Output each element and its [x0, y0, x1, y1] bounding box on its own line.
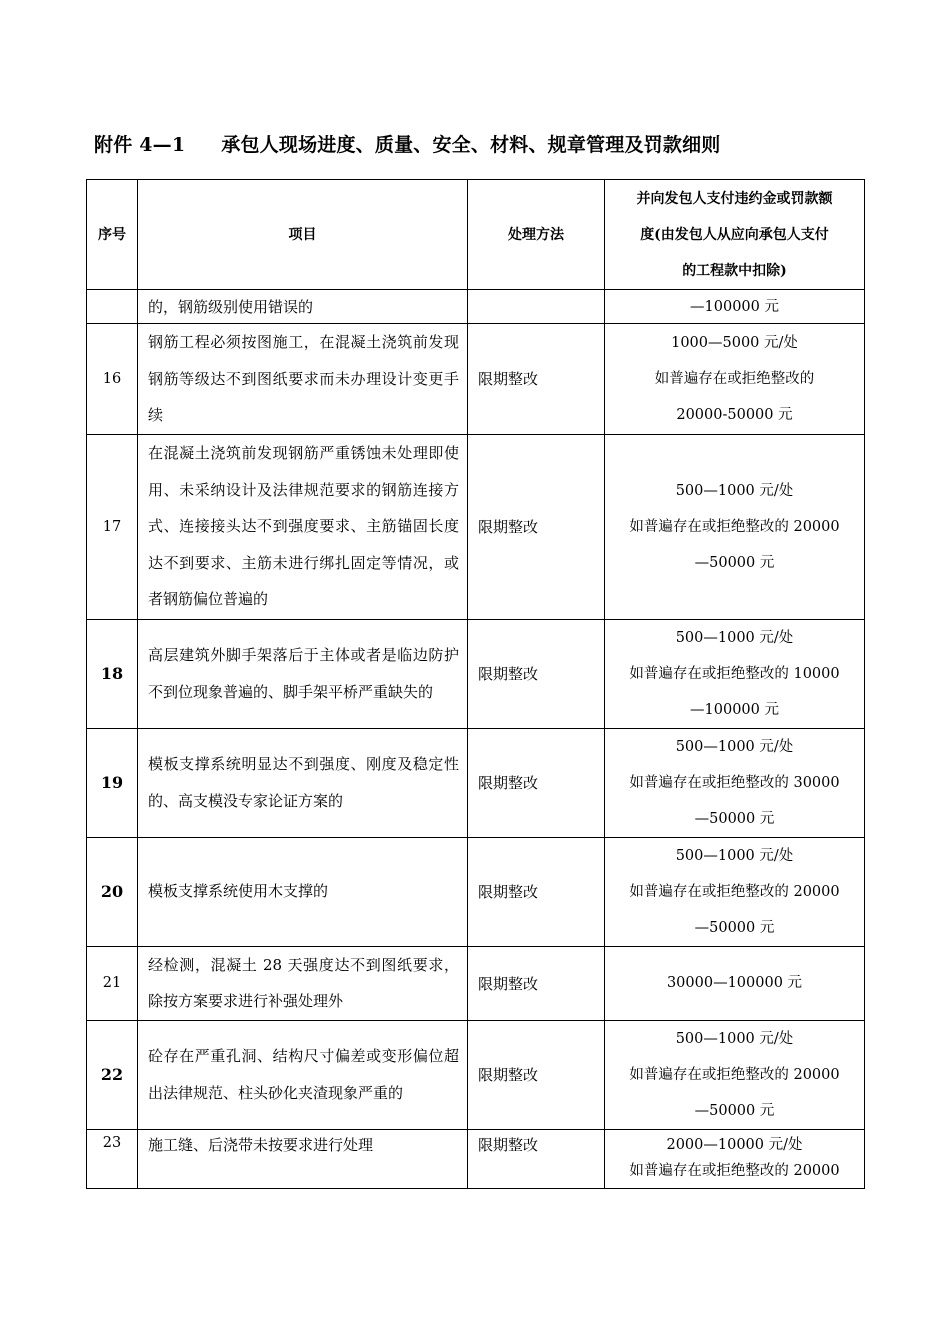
- fine-line: 如普遍存在或拒绝整改的 20000: [629, 1162, 840, 1179]
- fine-line: —50000 元: [694, 919, 775, 936]
- row-no: [87, 290, 138, 324]
- fine-line: 2000—10000 元/处: [666, 1136, 803, 1153]
- fine-line: —100000 元: [690, 701, 779, 718]
- fine-line: —50000 元: [694, 810, 775, 827]
- table-row: [87, 946, 865, 1020]
- row-method: 限期整改: [468, 619, 605, 728]
- title-prefix: 附件 4—1: [94, 134, 186, 156]
- row-method: 限期整改: [468, 946, 605, 1020]
- row-fine: [605, 619, 865, 728]
- row-fine: [605, 946, 865, 1020]
- title-text: 承包人现场进度、质量、安全、材料、规章管理及罚款细则: [221, 134, 721, 156]
- fine-line: 500—1000 元/处: [675, 482, 794, 499]
- row-method: 限期整改: [468, 434, 605, 619]
- fine-line: 500—1000 元/处: [675, 629, 794, 646]
- header-method: 处理方法: [468, 180, 605, 290]
- fine-line: 如普遍存在或拒绝整改的 20000: [629, 883, 840, 900]
- fine-line: —50000 元: [694, 1102, 775, 1119]
- header-fine-line: 的工程款中扣除): [682, 262, 787, 279]
- header-row: [87, 180, 865, 290]
- table-row: [87, 434, 865, 619]
- table-row: [87, 324, 865, 435]
- header-fine-line: 度(由发包人从应向承包人支付: [640, 226, 829, 243]
- row-no: 23: [87, 1129, 138, 1188]
- table-row: [87, 290, 865, 324]
- row-no: 16: [87, 324, 138, 435]
- table-row: [87, 837, 865, 946]
- header-no: 序号: [87, 180, 138, 290]
- fine-line: 如普遍存在或拒绝整改的 10000: [629, 665, 840, 682]
- header-fine: [605, 180, 865, 290]
- row-fine: [605, 324, 865, 435]
- row-method: 限期整改: [468, 1020, 605, 1129]
- row-method: 限期整改: [468, 324, 605, 435]
- fine-line: 如普遍存在或拒绝整改的 20000: [629, 1066, 840, 1083]
- fine-line: 如普遍存在或拒绝整改的 20000: [629, 518, 840, 535]
- row-item: 模板支撑系统明显达不到强度、刚度及稳定性的、高支模没专家论证方案的: [138, 728, 468, 837]
- row-no: 21: [87, 946, 138, 1020]
- row-item: 经检测，混凝土 28 天强度达不到图纸要求，除按方案要求进行补强处理外: [138, 946, 468, 1020]
- fine-line: 500—1000 元/处: [675, 847, 794, 864]
- row-no: 20: [87, 837, 138, 946]
- row-fine: [605, 290, 865, 324]
- row-fine: [605, 1129, 865, 1188]
- fine-line: 500—1000 元/处: [675, 738, 794, 755]
- fine-line: 1000—5000 元/处: [671, 334, 798, 351]
- row-no: 18: [87, 619, 138, 728]
- row-fine: [605, 837, 865, 946]
- row-item: 砼存在严重孔洞、结构尺寸偏差或变形偏位超出法律规范、柱头砂化夹渣现象严重的: [138, 1020, 468, 1129]
- row-item: 钢筋工程必须按图施工，在混凝土浇筑前发现钢筋等级达不到图纸要求而未办理设计变更手续: [138, 324, 468, 435]
- fine-line: 500—1000 元/处: [675, 1030, 794, 1047]
- row-method: 限期整改: [468, 728, 605, 837]
- row-fine: [605, 434, 865, 619]
- row-method: 限期整改: [468, 1129, 605, 1188]
- row-item: 的，钢筋级别使用错误的: [138, 290, 468, 324]
- fine-line: —50000 元: [694, 554, 775, 571]
- row-no: 22: [87, 1020, 138, 1129]
- table-row: [87, 1020, 865, 1129]
- table-row: [87, 1129, 865, 1188]
- row-no: 17: [87, 434, 138, 619]
- row-fine: [605, 728, 865, 837]
- row-fine: [605, 1020, 865, 1129]
- row-no: 19: [87, 728, 138, 837]
- header-item: 项目: [138, 180, 468, 290]
- document-title: [94, 130, 720, 157]
- fine-line: 如普遍存在或拒绝整改的: [654, 370, 815, 387]
- row-item: 高层建筑外脚手架落后于主体或者是临边防护不到位现象普遍的、脚手架平桥严重缺失的: [138, 619, 468, 728]
- table-row: [87, 619, 865, 728]
- fine-line: —100000 元: [690, 298, 779, 315]
- row-method: 限期整改: [468, 837, 605, 946]
- fine-line: 如普遍存在或拒绝整改的 30000: [629, 774, 840, 791]
- row-method: [468, 290, 605, 324]
- header-fine-line: 并向发包人支付违约金或罚款额: [636, 190, 833, 207]
- penalty-table: [86, 179, 865, 1189]
- fine-line: 20000-50000 元: [676, 406, 793, 423]
- row-item: 模板支撑系统使用木支撑的: [138, 837, 468, 946]
- table-row: [87, 728, 865, 837]
- row-item: 施工缝、后浇带未按要求进行处理: [138, 1129, 468, 1188]
- fine-line: 30000—100000 元: [666, 975, 803, 991]
- row-item: 在混凝土浇筑前发现钢筋严重锈蚀未处理即使用、未采纳设计及法律规范要求的钢筋连接方式、连接接头达不到强度要求、主筋锚固长度达不到要求、主筋未进行绑扎固定等情况，或者钢筋偏位普遍的: [138, 434, 468, 619]
